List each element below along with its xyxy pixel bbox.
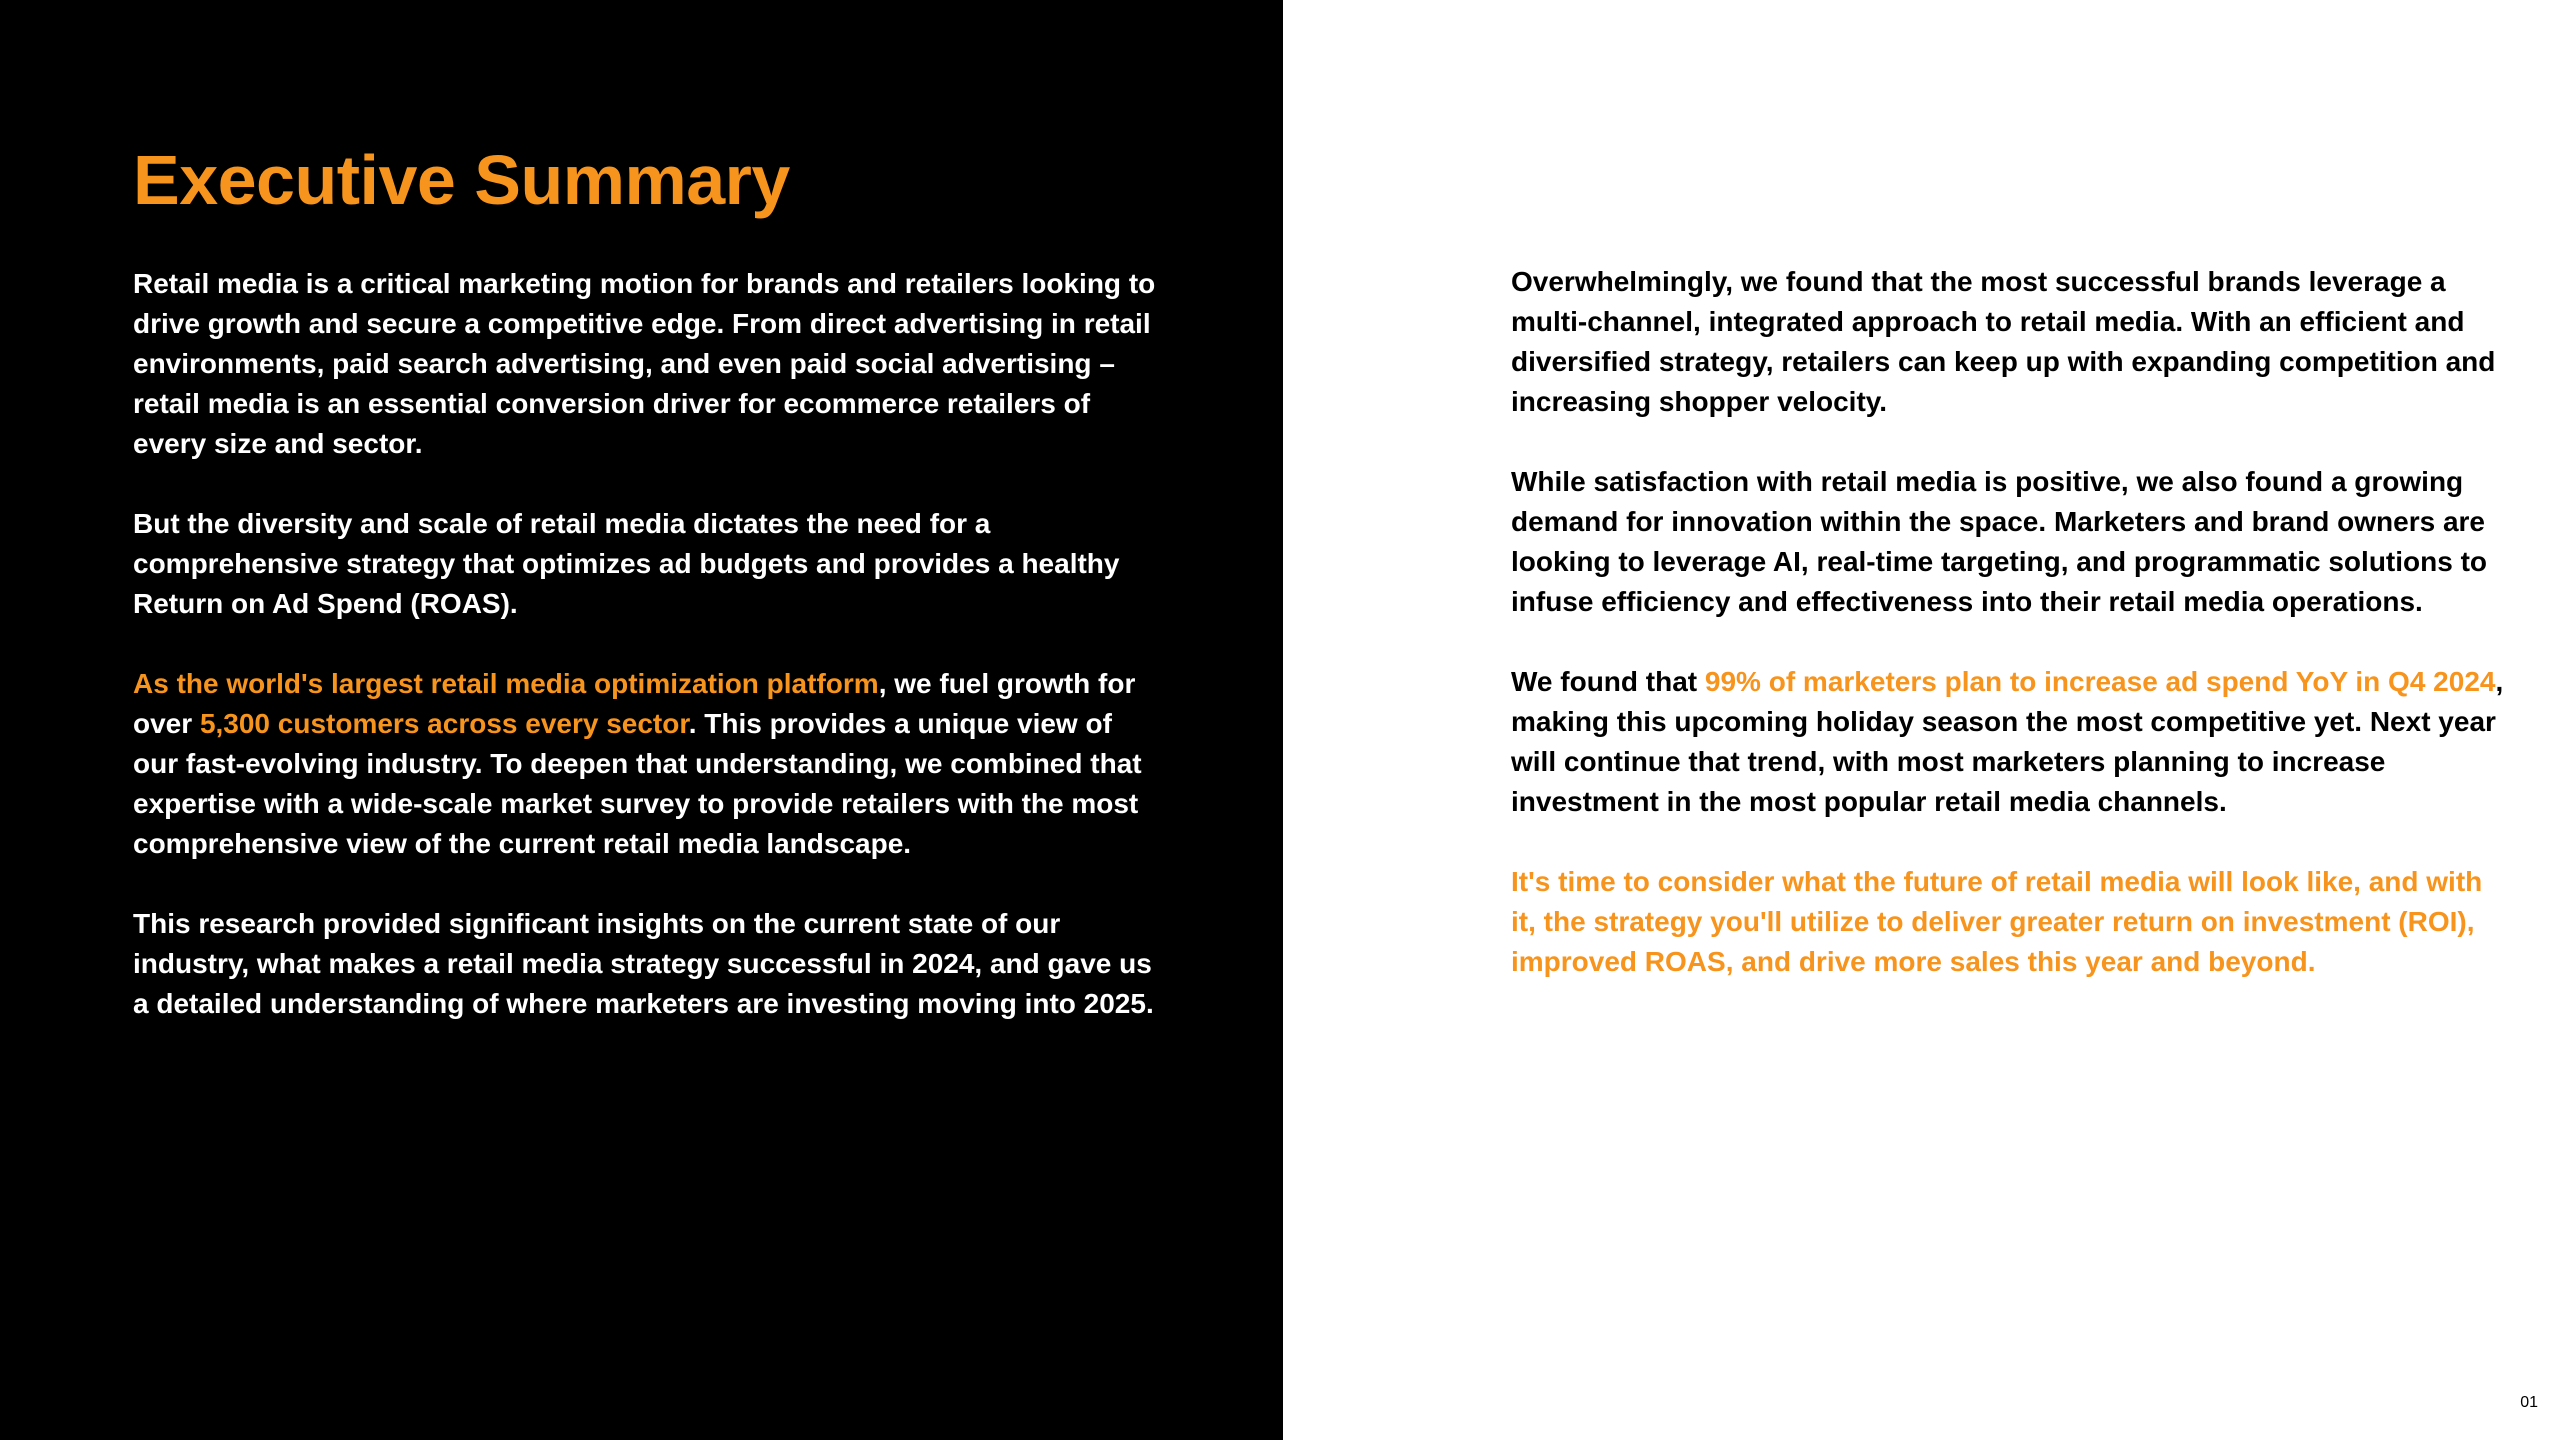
highlight-platform: As the world's largest retail media optimization platform [133,668,879,699]
left-paragraph-4: This research provided significant insights on the current state of our industry, what makes a retail media strategy successful in 2024, and gave us a detailed understanding of where marketers are investing moving into 2025. [133,908,1154,1019]
page-number: 01 [2520,1394,2538,1411]
left-paragraph-2: But the diversity and scale of retail media dictates the need for a comprehensive strategy that optimizes ad budgets and provides a healthy Return on Ad Spend (ROAS). [133,508,1120,619]
right-paragraph-3 [1511,662,2511,822]
left-paragraph-1: Retail media is a critical marketing motion for brands and retailers looking to drive growth and secure a competitive edge. From direct advertising in retail environments, paid search advertising, and even paid social advertising – retail media is an essential conversion driver for ecommerce retailers of every size and sector. [133,268,1156,459]
right-paragraph-2: While satisfaction with retail media is positive, we also found a growing demand for innovation within the space. Marketers and brand owners are looking to leverage AI, real-time targeting, and programmatic solutions to infuse efficiency and effectiveness into their retail media operations. [1511,466,2488,617]
page-title: Executive Summary [133,141,790,219]
right-paragraph-4-callout: It's time to consider what the future of retail media will look like, and with it, the strategy you'll utilize to deliver greater return on investment (ROI), improved ROAS, and drive more sales this year and beyond. [1511,866,2483,977]
paragraph-text: , making this upcoming holiday season the most competitive yet. Next year will continue that trend, with most marketers planning to increase investment in the most popular retail media channels. [1511,666,2504,817]
paragraph-text: , we fuel growth for over [133,668,1136,739]
right-paragraph-1: Overwhelmingly, we found that the most successful brands leverage a multi-channel, integrated approach to retail media. With an efficient and diversified strategy, retailers can keep up with expanding competition and increasing shopper velocity. [1511,266,2496,417]
paragraph-text: We found that [1511,666,1705,697]
right-text-column [1511,262,2511,1022]
left-text-column [133,264,1158,1064]
highlight-ad-spend-stat: 99% of marketers plan to increase ad spend YoY in Q4 2024 [1704,666,2496,697]
left-paragraph-3 [133,664,1158,864]
highlight-customers: 5,300 customers across every sector [199,708,689,739]
paragraph-text: . This provides a unique view of our fast-evolving industry. To deepen that understanding, we combined that expertise with a wide-scale market survey to provide retailers with the most comprehensive view of the current retail media landscape. [133,708,1142,859]
